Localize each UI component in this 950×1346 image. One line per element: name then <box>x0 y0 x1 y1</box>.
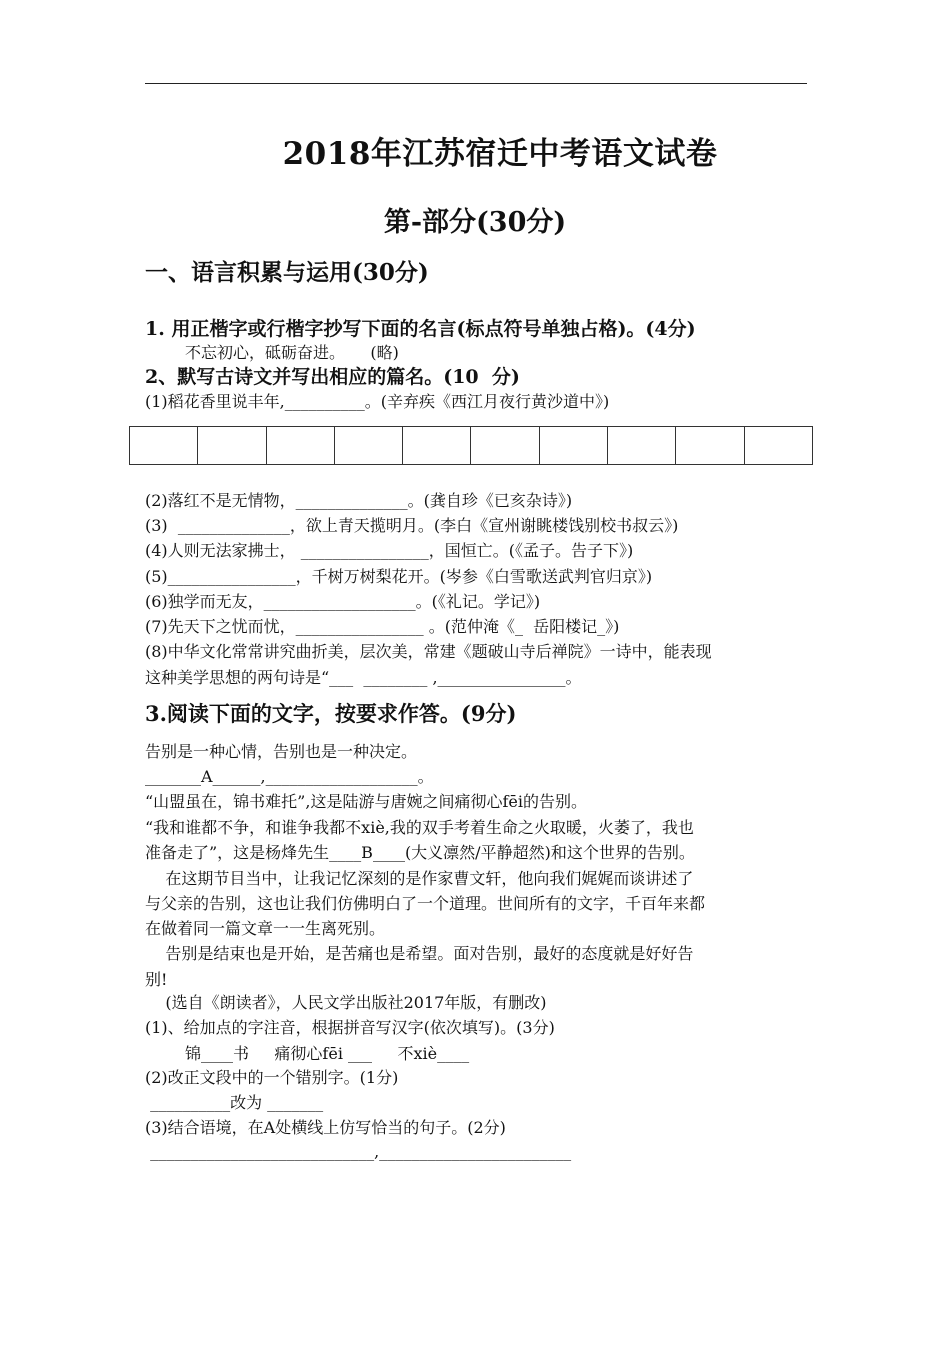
passage-line: “我和谁都不争，和谁争我都不xiè,我的双手考着生命之火取暖，火萎了，我也 <box>145 818 694 837</box>
question-2-item: (3) ______________，欲上青天揽明月。(李白《宣州谢眺楼饯别校书叔云》) <box>145 516 679 535</box>
question-2-item: (6)独学而无友，___________________。(《礼记。学记》) <box>145 592 541 611</box>
question-2-item: 这种美学思想的两句诗是“___ ________ ,________________。 <box>145 668 582 687</box>
question-3-heading: 3.阅读下面的文字，按要求作答。(9分) <box>145 701 517 726</box>
grid-cell <box>403 427 471 464</box>
passage-line: 准备走了”，这是杨烽先生____B____(大义凛然/平静超然)和这个世界的告别。 <box>145 843 695 862</box>
subquestion: (2)改正文段中的一个错别字。(1分) <box>145 1068 399 1087</box>
passage-line: “山盟虽在，锦书难托”,这是陆游与唐婉之间痛彻心fēi的告别。 <box>145 792 587 811</box>
passage-line: 告别是结束也是开始，是苦痛也是希望。面对告别，最好的态度就是好好告 <box>145 944 694 963</box>
grid-cell <box>335 427 403 464</box>
passage-line: 与父亲的告别，这也让我们仿佛明白了一个道理。世间所有的文字，千百年来都 <box>145 894 706 913</box>
grid-cell <box>198 427 266 464</box>
passage-line: 在这期节目当中，让我记忆深刻的是作家曹文轩，他向我们娓娓而谈讲述了 <box>145 869 694 888</box>
grid-cell <box>608 427 676 464</box>
question-1-content: 不忘初心，砥砺奋进。 (略) <box>185 343 399 362</box>
question-2-item: (7)先天下之忧而忧，________________ 。(范仲淹《_ 岳阳楼记_》) <box>145 617 620 636</box>
question-2-item: (8)中华文化常常讲究曲折美，层次美，常建《题破山寺后禅院》一诗中，能表现 <box>145 642 712 661</box>
subquestion: (3)结合语境，在A处横线上仿写恰当的句子。(2分) <box>145 1118 506 1137</box>
passage-line: _______A______,___________________。 <box>145 767 434 786</box>
question-2-item: (1)稻花香里说丰年,__________。(辛弃疾《西江月夜行黄沙道中》) <box>145 392 610 411</box>
question-2-item: (4)人则无法家拂士， ________________，国恒亡。(《孟子。告子下》) <box>145 541 634 560</box>
section-heading: 一、语言积累与运用(30分) <box>145 259 429 286</box>
question-2-heading: 2、默写古诗文并写出相应的篇名。(10 分) <box>145 366 520 388</box>
subquestion: (1)、给加点的字注音，根据拼音写汉字(依次填写)。(3分) <box>145 1018 555 1037</box>
grid-cell <box>130 427 198 464</box>
grid-cell <box>540 427 608 464</box>
passage-line: 在做着同一篇文章一一生离死别。 <box>145 919 386 938</box>
question-1-heading: 1. 用正楷字或行楷字抄写下面的名言(标点符号单独占格)。(4分) <box>145 318 696 340</box>
passage-line: 别! <box>145 970 168 989</box>
passage-line: 告别是一种心情，告别也是一种决定。 <box>145 742 418 761</box>
grid-cell <box>471 427 539 464</box>
writing-grid <box>129 426 813 465</box>
question-2-item: (5)________________，千树万树梨花开。(岑参《白雪歌送武判官归京》) <box>145 567 653 586</box>
grid-cell <box>676 427 744 464</box>
top-rule <box>145 83 807 84</box>
part-heading: 第-部分(30分) <box>383 207 567 238</box>
subquestion-answer: ____________________________,________________________ <box>145 1142 572 1161</box>
grid-cell <box>745 427 812 464</box>
subquestion-answer: __________改为 _______ <box>145 1093 324 1112</box>
question-2-item: (2)落红不是无情物，______________。(龚自珍《已亥杂诗》) <box>145 491 573 510</box>
passage-source: (选自《朗读者》，人民文学出版社2017年版，有删改) <box>145 993 547 1012</box>
subquestion-answer: 锦____书 痛彻心fēi ___ 不xiè____ <box>185 1044 470 1063</box>
grid-cell <box>267 427 335 464</box>
page-title: 2018年江苏宿迁中考语文试卷 <box>282 136 718 172</box>
